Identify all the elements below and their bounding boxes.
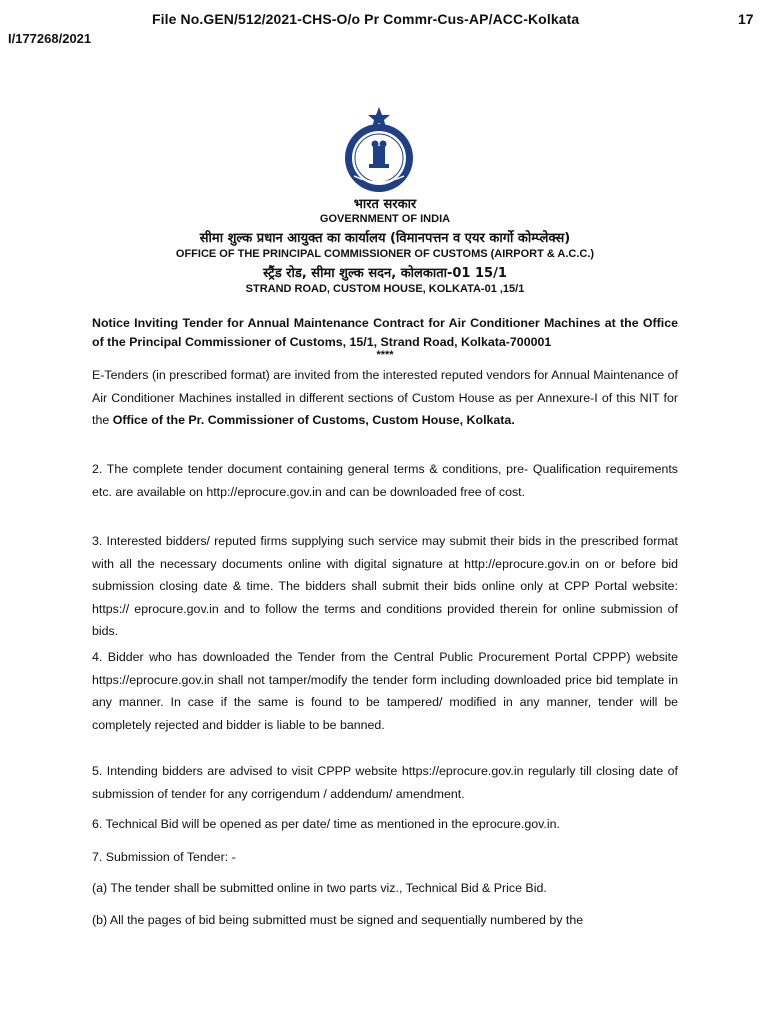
- paragraph-7: 7. Submission of Tender: -: [92, 850, 236, 864]
- english-address: STRAND ROAD, CUSTOM HOUSE, KOLKATA-01 ,15/1: [245, 283, 525, 295]
- hindi-address: स्ट्रैंड रोड, सीमा शुल्क सदन, कोलकाता-01 15/1: [263, 266, 507, 281]
- separator: ****: [376, 349, 394, 361]
- hindi-government: भारत सरकार: [353, 197, 417, 212]
- intro-paragraph: [92, 364, 678, 432]
- page-number: 17: [738, 11, 754, 27]
- english-government: GOVERNMENT OF INDIA: [319, 213, 451, 225]
- paragraph-5: 5. Intending bidders are advised to visit CPPP website https://eprocure.gov.in regularly till closing date of submission of tender for any corrigendum / addendum/ amendment.: [92, 764, 678, 801]
- notice-title: Notice Inviting Tender for Annual Maintenance Contract for Air Conditioner Machines at the Office of the Principal Commissioner of Customs, 15/1, Strand Road, Kolkata-700001: [92, 316, 678, 349]
- eoffice-id: I/177268/2021: [8, 31, 92, 46]
- english-office-name: OFFICE OF THE PRINCIPAL COMMISSIONER OF CUSTOMS (AIRPORT & A.C.C.): [175, 248, 595, 260]
- customs-emblem-icon: [340, 106, 418, 194]
- paragraph-3: 3. Interested bidders/ reputed firms supplying such service may submit their bids in the prescribed format with all the necessary documents online with digital signature at http://eprocure.gov.in on or before bid submission closing date & time. The bidders shall submit their bids online only at CPP Portal website: https:// eprocure.gov.in and to follow the terms and conditions provided therein for online submission of bids.: [92, 534, 678, 638]
- paragraph-7a: (a) The tender shall be submitted online in two parts viz., Technical Bid & Price Bid.: [92, 881, 547, 895]
- paragraph-4: 4. Bidder who has downloaded the Tender from the Central Public Procurement Portal CPPP) website https://eprocure.gov.in shall not tamper/modify the tender form including downloaded price bid template in any manner. In case if the same is found to be tampered/ modified in any manner, tender will be completely rejected and bidder is liable to be banned.: [92, 650, 678, 732]
- paragraph-6: 6. Technical Bid will be opened as per date/ time as mentioned in the eprocure.gov.in.: [92, 817, 560, 831]
- hindi-office-name: सीमा शुल्क प्रधान आयुक्त का कार्यालय (विमानपत्तन व एयर कार्गो कोम्प्लेक्स): [199, 231, 571, 246]
- intro-office-name: Office of the Pr. Commissioner of Customs, Custom House, Kolkata.: [112, 413, 515, 427]
- paragraph-7b: (b) All the pages of bid being submitted must be signed and sequentially numbered by the: [92, 913, 584, 927]
- intro-text: E-Tenders (in prescribed format) are invited from the interested reputed vendors for Annual Maintenance of Air Conditioner Machines installed in different sections of Custom House as per Annexure-I of this NIT for the: [92, 368, 678, 427]
- file-number: File No.GEN/512/2021-CHS-O/o Pr Commr-Cus-AP/ACC-Kolkata: [152, 11, 580, 27]
- paragraph-2: 2. The complete tender document containing general terms & conditions, pre- Qualification requirements etc. are available on http://eprocure.gov.in and can be downloaded free of cost.: [92, 462, 678, 499]
